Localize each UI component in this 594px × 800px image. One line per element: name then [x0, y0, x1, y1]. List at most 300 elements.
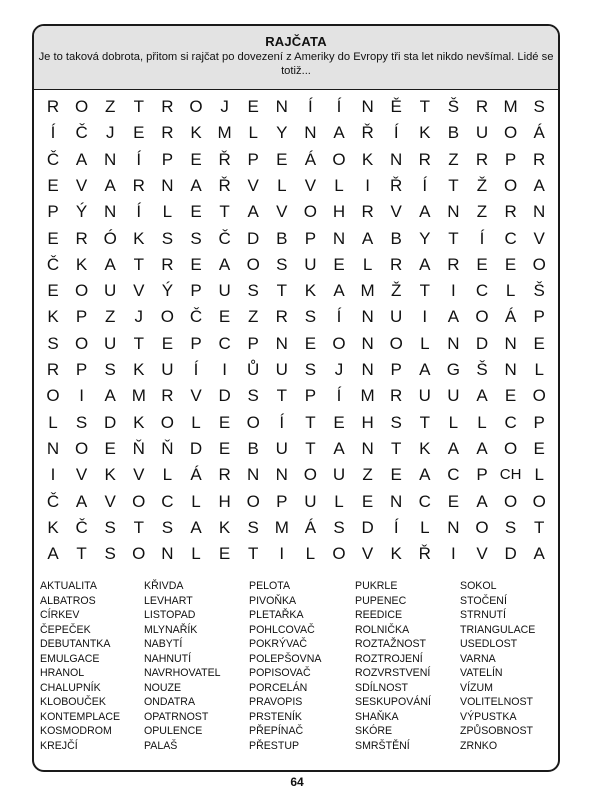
grid-cell: U [218, 281, 231, 301]
grid-cell: Ó [103, 228, 117, 248]
grid-cell: R [418, 149, 431, 169]
grid-cell: Z [448, 149, 459, 169]
grid-cell: L [334, 175, 344, 195]
grid-cell: Í [279, 412, 285, 432]
grid-cell: P [276, 491, 288, 511]
grid-cell: A [476, 386, 488, 406]
grid-cell: E [190, 254, 202, 274]
grid-cell: N [447, 202, 460, 222]
grid-cell: Í [193, 360, 199, 379]
grid-cell: T [76, 544, 87, 564]
grid-cell: E [361, 491, 374, 511]
grid-cell: R [46, 360, 60, 379]
grid-cell: P [47, 202, 59, 222]
grid-cell: M [131, 386, 146, 406]
grid-cell: T [133, 517, 144, 537]
word-item: CHALUPNÍK [40, 681, 101, 694]
grid-cell: O [132, 491, 146, 511]
word-item: ONDATRA [144, 696, 196, 708]
grid-cell: Č [189, 307, 203, 327]
grid-cell: Ý [75, 202, 88, 222]
grid-cell: R [218, 465, 231, 485]
grid-cell: S [47, 333, 59, 353]
grid-cell: Í [336, 307, 342, 327]
grid-cell: A [247, 202, 259, 222]
grid-cell: T [133, 97, 144, 116]
grid-cell: P [533, 412, 545, 432]
grid-cell: A [476, 438, 488, 458]
grid-cell: O [246, 254, 260, 274]
grid-cell: Č [46, 254, 60, 274]
word-item: KOSMODROM [40, 725, 112, 737]
word-item: ROZTROJENÍ [355, 652, 423, 665]
grid-cell: U [161, 360, 174, 379]
grid-cell: Z [104, 97, 116, 116]
grid-cell: N [104, 202, 117, 222]
grid-cell: Š [476, 360, 488, 379]
grid-cell: U [390, 307, 403, 327]
grid-cell: E [133, 123, 145, 143]
grid-cell: A [218, 254, 231, 274]
grid-cell: Ř [218, 175, 231, 195]
grid-cell: R [275, 307, 288, 327]
grid-cell: O [532, 254, 546, 274]
grid-cell: A [333, 281, 345, 301]
word-item: EMULGACE [40, 652, 100, 665]
grid-cell: O [132, 544, 146, 564]
grid-cell: E [504, 386, 517, 406]
word-item: SMRŠTĚNÍ [355, 739, 410, 752]
grid-cell: Ý [161, 281, 174, 301]
grid-cell: N [275, 465, 288, 485]
word-column [249, 579, 354, 753]
grid-cell: P [75, 307, 88, 327]
grid-cell: S [390, 412, 402, 432]
grid-cell: L [505, 281, 516, 301]
grid-cell: P [304, 228, 317, 248]
grid-cell: S [304, 360, 317, 379]
word-item: VOLITELNOST [460, 696, 533, 708]
word-item: PŘEPÍNAČ [249, 725, 304, 737]
grid-cell: O [332, 544, 346, 564]
grid-cell: L [162, 465, 173, 485]
word-item: VÍZUM [460, 681, 493, 694]
word-column [144, 579, 249, 753]
grid-cell: O [503, 491, 518, 511]
puzzle-title: RAJČATA [265, 34, 327, 49]
word-item: PRAVOPIS [249, 696, 303, 708]
grid-cell: G [446, 360, 460, 379]
grid-cell: C [447, 465, 460, 485]
word-item: PIVOŇKA [249, 594, 297, 607]
grid-cell: Ř [361, 123, 374, 143]
word-item: KREJČÍ [40, 739, 78, 752]
grid-cell: O [332, 149, 346, 169]
word-item: PORCELÁN [249, 681, 308, 694]
grid-cell: N [275, 333, 288, 353]
grid-cell: Í [422, 175, 428, 195]
grid-cell: O [303, 465, 317, 485]
grid-cell: O [74, 97, 89, 116]
grid-cell: T [276, 281, 287, 301]
grid-cell: L [534, 465, 544, 485]
grid-cell: Í [393, 517, 399, 537]
grid-cell: Č [46, 491, 60, 511]
grid-cell: S [533, 97, 545, 116]
grid-cell: K [218, 517, 231, 537]
grid-cell: O [503, 175, 518, 195]
grid-cell: A [333, 123, 345, 143]
grid-cell: K [47, 307, 59, 327]
word-item: SOKOL [460, 580, 497, 592]
grid-cell: O [503, 123, 518, 143]
grid-cell: V [476, 544, 488, 564]
word-item: USEDLOST [460, 638, 518, 650]
grid-cell: U [304, 254, 317, 274]
grid-cell: Í [136, 149, 142, 169]
grid-cell: Ř [390, 175, 403, 195]
grid-cell: E [218, 412, 231, 432]
word-item: STOČENÍ [460, 594, 507, 607]
grid-cell: H [218, 491, 231, 511]
grid-cell: L [191, 412, 201, 432]
grid-cell: Ř [218, 149, 231, 169]
grid-cell: T [419, 281, 430, 301]
grid-cell: Í [479, 228, 485, 248]
grid-cell: L [191, 544, 201, 564]
grid-cell: L [448, 412, 459, 432]
grid-cell: Ů [247, 360, 260, 379]
grid-cell: V [533, 228, 545, 248]
grid-cell: T [133, 333, 144, 353]
grid-cell: N [504, 333, 517, 353]
grid-cell: O [189, 97, 203, 116]
grid-cell: L [162, 202, 173, 222]
grid-cell: P [247, 149, 259, 169]
grid-cell: D [475, 333, 489, 353]
grid-cell: N [447, 333, 460, 353]
grid-cell: Á [190, 465, 202, 485]
grid-cell: S [276, 254, 288, 274]
grid-cell: K [190, 123, 202, 143]
grid-cell: S [504, 517, 517, 537]
grid-cell: R [75, 228, 88, 248]
grid-cell: A [104, 175, 116, 195]
grid-cell: P [476, 465, 488, 485]
grid-cell: Í [50, 123, 56, 143]
grid-cell: A [361, 228, 374, 248]
grid-cell: E [533, 438, 545, 458]
grid-cell: C [504, 412, 517, 432]
grid-cell: T [390, 438, 402, 458]
grid-cell: E [390, 465, 402, 485]
grid-cell: O [389, 333, 403, 353]
grid-cell: R [447, 254, 460, 274]
grid-cell: R [504, 202, 517, 222]
word-item: POPISOVAČ [249, 667, 311, 679]
grid-cell: Č [46, 149, 60, 169]
grid-cell: J [334, 360, 344, 379]
grid-cell: Z [362, 465, 373, 485]
grid-cell: E [47, 228, 59, 248]
grid-cell: E [218, 438, 231, 458]
grid-cell: Ň [161, 438, 174, 458]
grid-cell: M [360, 281, 375, 301]
grid-cell: L [277, 175, 287, 195]
word-item: VÝPUSTKA [460, 710, 517, 723]
word-item: ZPŮSOBNOST [460, 725, 533, 737]
grid-cell: D [361, 517, 374, 537]
grid-cell: A [104, 386, 116, 406]
grid-cell: Z [476, 202, 488, 222]
grid-cell: A [533, 544, 545, 564]
grid-cell: N [504, 360, 517, 379]
grid-cell: I [451, 281, 456, 301]
grid-cell: C [475, 281, 489, 301]
grid-cell: Š [447, 97, 460, 116]
word-item: POLEPŠOVNA [249, 652, 322, 665]
word-item: NOUZE [144, 681, 182, 694]
grid-cell: T [448, 175, 459, 195]
grid-cell: J [134, 307, 144, 327]
grid-cell: V [247, 175, 259, 195]
grid-cell: U [332, 465, 346, 485]
word-item: PUPENEC [355, 594, 407, 607]
grid-cell: E [104, 438, 116, 458]
grid-cell: S [247, 281, 259, 301]
grid-cell: N [161, 175, 174, 195]
word-column [460, 579, 560, 753]
grid-cell: O [475, 307, 489, 327]
grid-cell: Á [504, 307, 517, 327]
grid-cell: O [74, 438, 89, 458]
puzzle-intro: Je to taková dobrota, přitom si rajčat po dovezení z Ameriky do Evropy tři sta let nikdo nevšímal. Lidé se totiž... [38, 51, 554, 77]
grid-cell: L [305, 544, 316, 564]
grid-cell: I [222, 360, 227, 379]
grid-cell: K [104, 465, 116, 485]
word-item: SDÍLNOST [355, 681, 408, 694]
grid-cell: T [305, 412, 316, 432]
grid-cell: K [361, 149, 374, 169]
grid-cell: I [50, 465, 56, 485]
grid-cell: N [447, 517, 460, 537]
page-number: 64 [290, 775, 304, 789]
grid-cell: T [419, 97, 430, 116]
grid-cell: E [190, 202, 202, 222]
grid-cell: A [190, 175, 202, 195]
grid-cell: U [104, 333, 117, 353]
grid-cell: S [104, 544, 116, 564]
grid-cell: N [161, 544, 174, 564]
word-item: NABYTÍ [144, 638, 183, 650]
word-item: OPULENCE [144, 725, 203, 737]
grid-cell: K [419, 438, 431, 458]
word-item: SKÓRE [355, 725, 393, 737]
grid-cell: E [333, 412, 345, 432]
grid-cell: R [161, 386, 174, 406]
grid-cell: P [304, 386, 317, 406]
grid-cell: S [161, 228, 174, 248]
grid-cell: E [218, 307, 231, 327]
grid-cell: B [247, 438, 259, 458]
grid-cell: V [361, 544, 374, 564]
grid-cell: E [476, 254, 488, 274]
grid-cell: U [104, 281, 117, 301]
grid-cell: B [390, 228, 402, 248]
grid-cell: U [447, 386, 460, 406]
grid-cell: L [420, 517, 430, 537]
grid-cell: K [47, 517, 59, 537]
grid-cell: A [419, 202, 431, 222]
grid-cell: O [74, 281, 89, 301]
grid-cell: C [418, 491, 431, 511]
grid-cell: K [390, 544, 402, 564]
grid-cell: N [361, 307, 374, 327]
grid-cell: L [334, 491, 344, 511]
grid-cell: M [217, 123, 232, 143]
grid-cell: O [160, 307, 174, 327]
grid-cell: E [47, 281, 59, 301]
grid-cell: E [247, 97, 259, 116]
grid-cell: I [279, 544, 285, 564]
grid-cell: I [79, 386, 84, 406]
grid-cell: Á [304, 517, 317, 537]
grid-cell: P [533, 307, 545, 327]
grid-cell: N [275, 97, 288, 116]
grid-cell: H [332, 202, 346, 222]
grid-cell: N [104, 149, 117, 169]
grid-cell: S [247, 517, 259, 537]
grid-cell: T [133, 254, 144, 274]
grid-cell: Y [276, 123, 288, 143]
grid-cell: K [133, 228, 145, 248]
grid-cell: T [305, 438, 316, 458]
word-item: SESKUPOVÁNÍ [355, 696, 431, 708]
grid-cell: U [475, 123, 489, 143]
grid-cell: B [276, 228, 288, 248]
grid-cell: C [161, 491, 174, 511]
grid-cell: A [419, 465, 431, 485]
grid-cell: A [419, 360, 431, 379]
grid-cell: U [418, 386, 431, 406]
grid-cell: A [419, 254, 431, 274]
word-column [355, 579, 460, 753]
grid-cell: J [105, 123, 115, 143]
grid-cell: E [276, 149, 288, 169]
grid-cell: R [161, 97, 174, 116]
grid-cell: N [247, 465, 260, 485]
grid-cell: Í [136, 202, 142, 222]
grid-cell: N [332, 228, 346, 248]
grid-cell: Í [393, 123, 399, 143]
grid-cell: H [361, 412, 374, 432]
grid-cell: L [477, 412, 487, 432]
word-item: DEBUTANTKA [40, 638, 111, 650]
word-item: ZRNKO [460, 739, 498, 752]
word-item: LISTOPAD [144, 609, 196, 621]
grid-cell: P [504, 149, 517, 169]
grid-cell: Č [75, 517, 88, 537]
grid-cell: Ě [390, 97, 402, 116]
word-item: KŘIVDA [144, 580, 184, 592]
grid-cell: Z [247, 307, 259, 327]
word-item: AKTUALITA [40, 580, 97, 592]
grid-cell: A [533, 175, 545, 195]
word-item: PELOTA [249, 580, 291, 592]
grid-cell: L [48, 412, 58, 432]
grid-cell: T [219, 202, 230, 222]
grid-cell: Í [336, 97, 342, 116]
grid-cell: I [451, 544, 456, 564]
puzzle-header [34, 26, 558, 90]
word-item: ROZVRSTVENÍ [355, 667, 431, 679]
grid-cell: O [332, 333, 346, 353]
word-item: STRNUTÍ [460, 609, 506, 621]
grid-cell: S [161, 517, 174, 537]
grid-cell: A [75, 149, 88, 169]
grid-cell: A [333, 438, 345, 458]
grid-cell: R [361, 202, 374, 222]
grid-cell: N [533, 202, 546, 222]
grid-cell: D [104, 412, 117, 432]
grid-cell: K [133, 412, 145, 432]
grid-cell: V [390, 202, 402, 222]
grid-cell: M [503, 97, 518, 116]
grid-cell: Í [308, 97, 313, 116]
grid-cell: Ř [418, 544, 431, 564]
word-item: VATELÍN [460, 667, 503, 679]
grid-cell: O [46, 386, 60, 406]
grid-cell: Í [336, 386, 342, 406]
grid-cell: A [447, 307, 460, 327]
grid-cell: U [275, 360, 288, 379]
grid-cell: D [247, 228, 260, 248]
grid-cell: E [161, 333, 174, 353]
grid-cell: O [160, 412, 174, 432]
word-item: PUKRLE [355, 580, 398, 592]
grid-cell: Z [104, 307, 116, 327]
grid-cell: I [422, 307, 428, 327]
word-item: KLOBOUČEK [40, 696, 106, 708]
grid-cell: R [475, 149, 489, 169]
word-item: NAHNUTÍ [144, 652, 192, 665]
grid-cell: V [304, 175, 317, 195]
grid-cell: D [218, 386, 231, 406]
grid-cell: C [218, 333, 231, 353]
grid-cell: S [75, 412, 88, 432]
grid-cell: Á [533, 123, 545, 143]
grid-cell: Y [419, 228, 431, 248]
grid-cell: A [190, 517, 202, 537]
grid-cell: R [46, 97, 60, 116]
grid-cell: T [533, 517, 545, 537]
grid-cell: E [190, 149, 202, 169]
grid-cell: O [532, 386, 546, 406]
word-item: REEDICE [355, 609, 403, 621]
grid-cell: E [47, 175, 59, 195]
word-item: ČEPEČEK [40, 623, 91, 636]
grid-cell: P [390, 360, 402, 379]
grid-cell: C [504, 228, 517, 248]
grid-cell: V [75, 175, 88, 195]
word-item: VARNA [460, 652, 496, 665]
grid-cell: L [191, 491, 201, 511]
grid-cell: N [361, 360, 374, 379]
grid-cell: R [475, 97, 489, 116]
grid-cell: V [133, 281, 145, 301]
grid-cell: E [333, 254, 345, 274]
grid-cell: L [534, 360, 544, 379]
